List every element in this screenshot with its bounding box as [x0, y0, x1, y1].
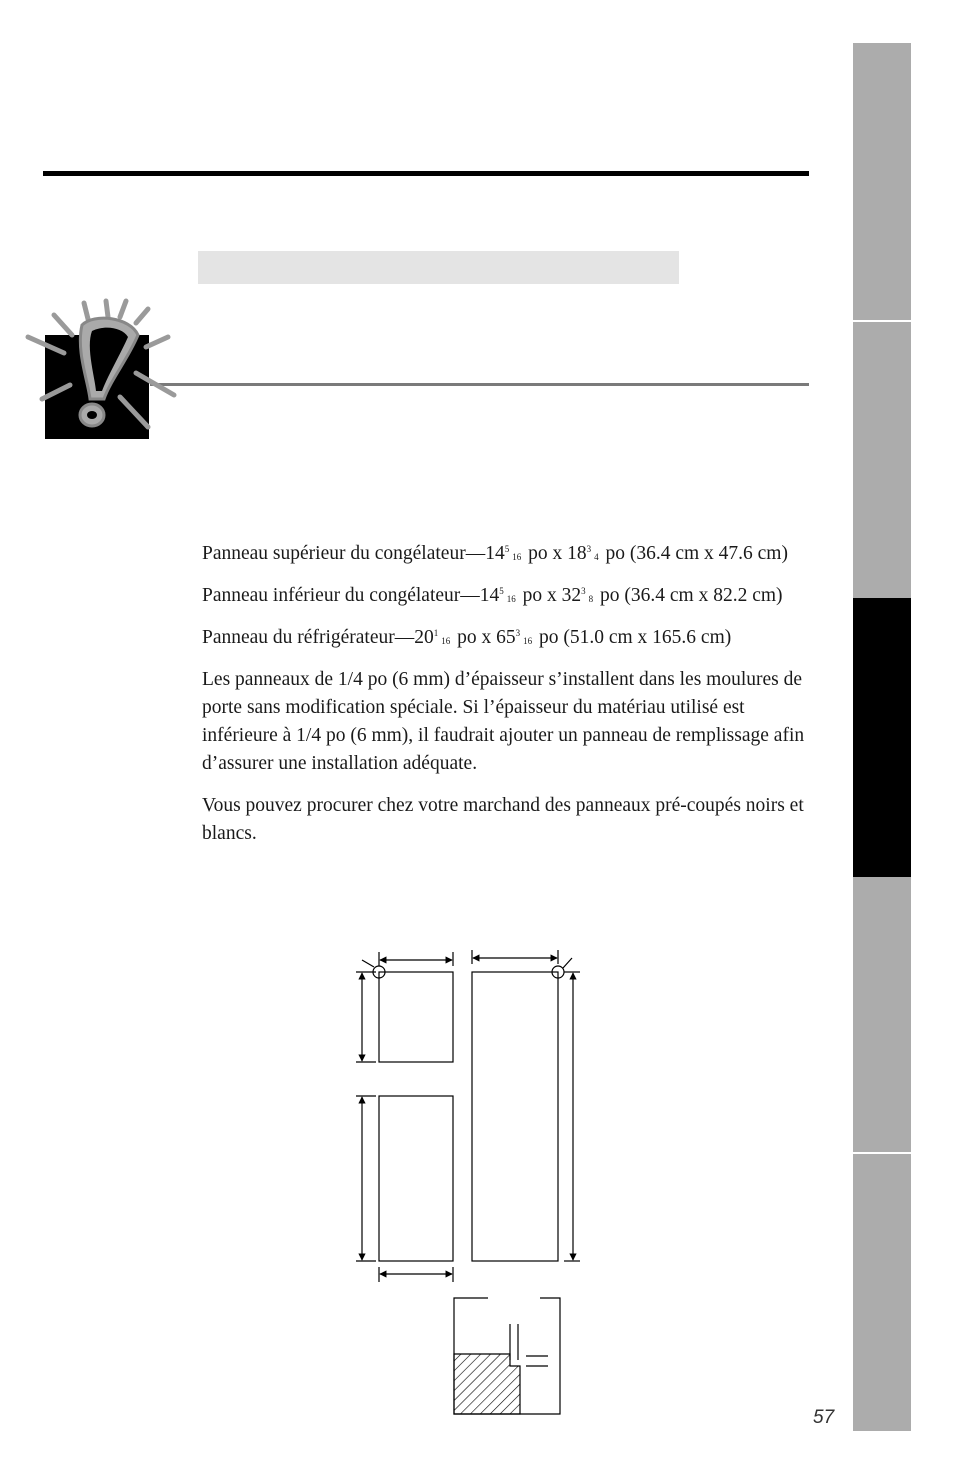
section-tab-4: [853, 877, 911, 1152]
panel-dimensions-diagram: [340, 940, 600, 1420]
section-tab-1: [853, 43, 911, 320]
page-number: 57: [813, 1407, 835, 1428]
refrigerator-panel: [472, 972, 558, 1261]
paragraph-freezer-top-panel: Panneau supérieur du $congélateur—14^5_{16}$ po x $18^3_4$ po (36.4 cm x 47.6 cm): [202, 543, 788, 564]
section-tab-2: [853, 322, 911, 598]
paragraph-fridge-panel: Panneau du $réfrigérateur—20^1_{16}$ po x $65^3_{16}$ po (51.0 cm x 165.6 cm): [202, 627, 732, 648]
section-rule: [150, 383, 809, 386]
exclamation-caution-icon: [24, 295, 184, 445]
section-tab-5: [853, 1154, 911, 1431]
paragraph-freezer-bottom-panel: Panneau inférieur du $congélateur—14^5_{16}$ po x $32^3_8$ po (36.4 cm x 82.2 cm): [202, 585, 783, 606]
panel-text: [202, 540, 812, 862]
panel-cross-section-hatch: [454, 1354, 520, 1414]
top-rule: [43, 171, 809, 176]
freezer-upper-panel: [379, 972, 453, 1062]
section-tab-active: [853, 598, 911, 877]
paragraph-thickness: Les panneaux de 1/4 po (6 mm) d’épaisseur s’installent dans les moulures de porte sans modification spéciale. Si l’épaisseur du matériau utilisé est inférieure à 1/4 po (6 mm), il faudrait ajouter un panneau de remplissage afin d’assurer une installation adéquate.: [202, 669, 805, 774]
heading-placeholder-bar: [198, 251, 679, 284]
paragraph-precut-panels: Vous pouvez procurer chez votre marchand des panneaux pré-coupés noirs et blancs.: [202, 795, 804, 844]
freezer-lower-panel: [379, 1096, 453, 1261]
